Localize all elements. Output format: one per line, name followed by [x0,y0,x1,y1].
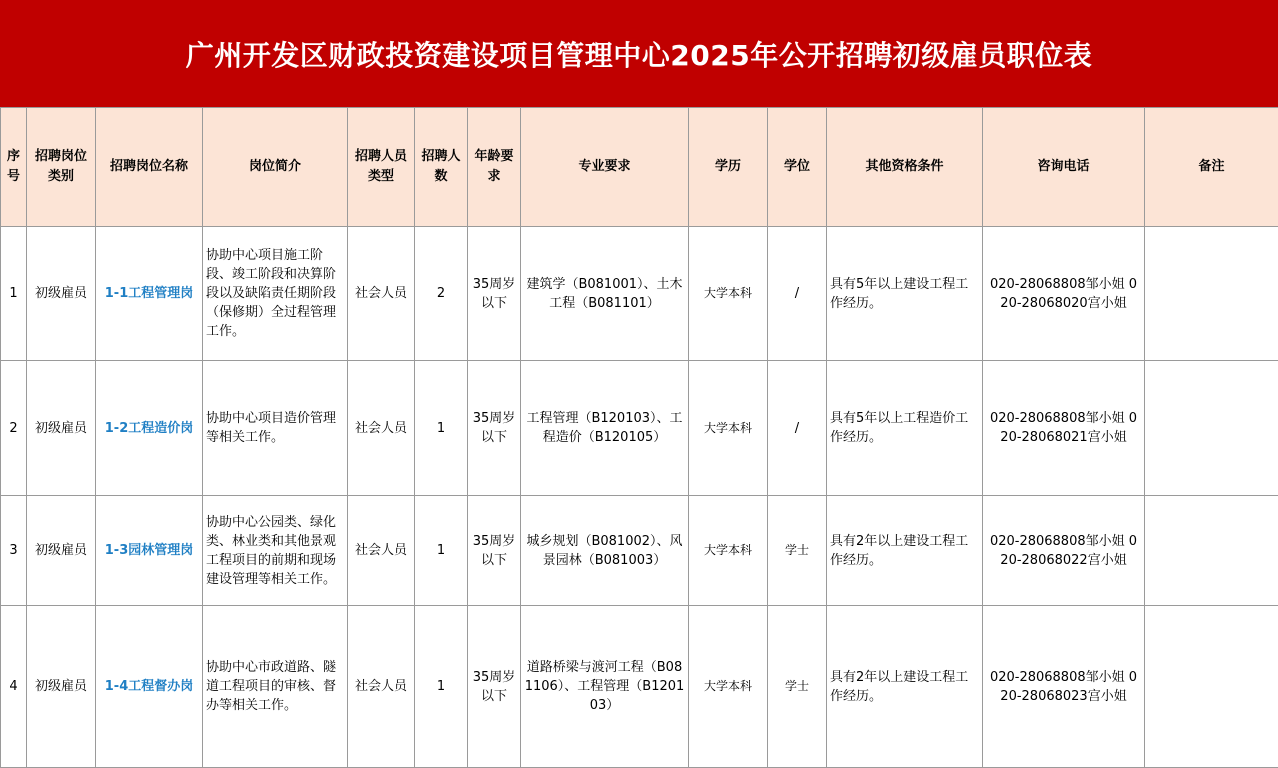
cell-degree: 学士 [768,496,827,606]
cell-position-name: 1-3园林管理岗 [96,496,203,606]
header-degree: 学位 [768,108,827,227]
cell-type: 社会人员 [348,606,415,768]
cell-edu: 大学本科 [689,496,768,606]
cell-category: 初级雇员 [27,606,96,768]
cell-position-name: 1-4工程督办岗 [96,606,203,768]
cell-phone: 020-28068808邹小姐 020-28068020宫小姐 [983,227,1145,361]
cell-intro: 协助中心公园类、绿化类、林业类和其他景观工程项目的前期和现场建设管理等相关工作。 [203,496,348,606]
header-other: 其他资格条件 [827,108,983,227]
header-intro: 岗位简介 [203,108,348,227]
cell-category: 初级雇员 [27,496,96,606]
cell-edu: 大学本科 [689,227,768,361]
cell-count: 1 [415,606,468,768]
cell-degree: 学士 [768,606,827,768]
cell-intro: 协助中心市政道路、隧道工程项目的审核、督办等相关工作。 [203,606,348,768]
header-seq: 序号 [1,108,27,227]
header-note: 备注 [1145,108,1278,227]
header-name: 招聘岗位名称 [96,108,203,227]
cell-seq: 1 [1,227,27,361]
cell-major: 建筑学（B081001）、土木工程（B081101） [521,227,689,361]
cell-age: 35周岁以下 [468,361,521,496]
cell-seq: 3 [1,496,27,606]
cell-type: 社会人员 [348,227,415,361]
cell-other: 具有2年以上建设工程工作经历。 [827,606,983,768]
header-count: 招聘人数 [415,108,468,227]
cell-other: 具有2年以上建设工程工作经历。 [827,496,983,606]
cell-phone: 020-28068808邹小姐 020-28068022宫小姐 [983,496,1145,606]
cell-intro: 协助中心项目施工阶段、竣工阶段和决算阶段以及缺陷责任期阶段（保修期）全过程管理工作。 [203,227,348,361]
position-table [0,107,1278,768]
table-row [1,496,1278,606]
cell-major: 道路桥梁与渡河工程（B081106）、工程管理（B120103） [521,606,689,768]
cell-type: 社会人员 [348,361,415,496]
cell-phone: 020-28068808邹小姐 020-28068023宫小姐 [983,606,1145,768]
cell-edu: 大学本科 [689,606,768,768]
header-category: 招聘岗位类别 [27,108,96,227]
cell-degree: / [768,227,827,361]
table-row [1,227,1278,361]
cell-major: 工程管理（B120103）、工程造价（B120105） [521,361,689,496]
cell-category: 初级雇员 [27,361,96,496]
cell-note [1145,606,1278,768]
cell-type: 社会人员 [348,496,415,606]
cell-category: 初级雇员 [27,227,96,361]
cell-age: 35周岁以下 [468,496,521,606]
cell-count: 2 [415,227,468,361]
cell-count: 1 [415,496,468,606]
cell-note [1145,361,1278,496]
page-title: 广州开发区财政投资建设项目管理中心2025年公开招聘初级雇员职位表 [0,0,1278,107]
header-age: 年龄要求 [468,108,521,227]
cell-age: 35周岁以下 [468,227,521,361]
cell-major: 城乡规划（B081002）、风景园林（B081003） [521,496,689,606]
cell-age: 35周岁以下 [468,606,521,768]
header-phone: 咨询电话 [983,108,1145,227]
cell-degree: / [768,361,827,496]
table-row [1,361,1278,496]
cell-note [1145,496,1278,606]
cell-position-name: 1-1工程管理岗 [96,227,203,361]
cell-seq: 4 [1,606,27,768]
cell-edu: 大学本科 [689,361,768,496]
cell-other: 具有5年以上建设工程工作经历。 [827,227,983,361]
header-edu: 学历 [689,108,768,227]
header-type: 招聘人员类型 [348,108,415,227]
cell-other: 具有5年以上工程造价工作经历。 [827,361,983,496]
cell-phone: 020-28068808邹小姐 020-28068021宫小姐 [983,361,1145,496]
cell-seq: 2 [1,361,27,496]
cell-position-name: 1-2工程造价岗 [96,361,203,496]
table-row [1,606,1278,768]
table-header-row [1,108,1278,227]
cell-note [1145,227,1278,361]
cell-intro: 协助中心项目造价管理等相关工作。 [203,361,348,496]
header-major: 专业要求 [521,108,689,227]
cell-count: 1 [415,361,468,496]
